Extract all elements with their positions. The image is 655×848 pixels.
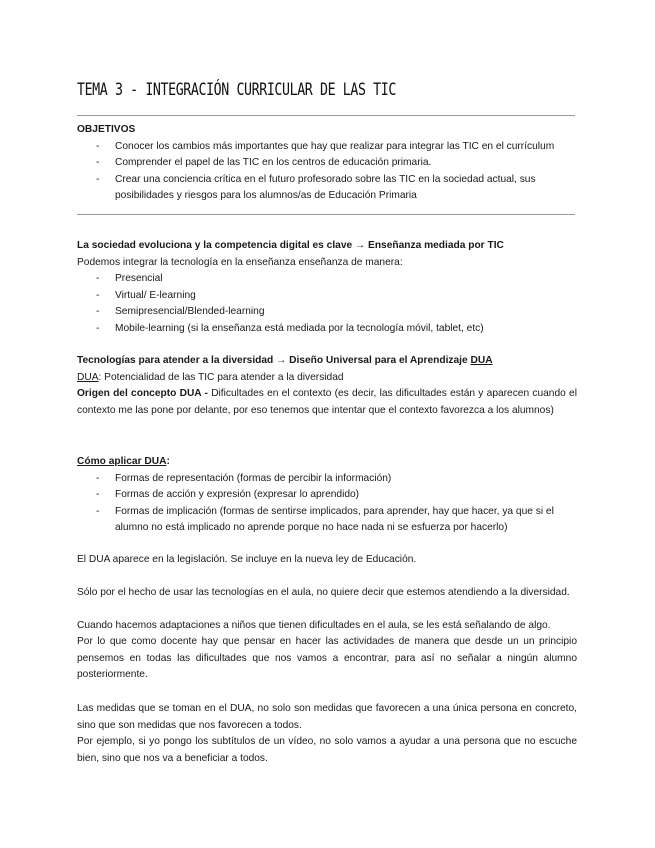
diversidad-heading: [77, 353, 577, 370]
list-item: - Crear una conciencia crítica en el futuro profesorado sobre las TIC en la sociedad actual, sus posibilidades y riesgos para los alumnos/as de Educación Primaria: [77, 172, 577, 205]
origen-paragraph: [77, 386, 577, 419]
aplicar-list: [77, 471, 577, 537]
dua-abbr: DUA: [77, 371, 99, 383]
list-item: - Formas de implicación (formas de sentirse implicados, para aprender, hay que hacer, ya que si el alumno no está implicado no aprende porque no hace nada ni se esfuerza por hacerlo): [77, 504, 577, 537]
solo-paragraph: Sólo por el hecho de usar las tecnologías en el aula, no quiere decir que estemos atendiendo a la diversidad.: [77, 587, 570, 598]
dua-definition: [77, 370, 577, 387]
medidas-paragraph: Las medidas que se toman en el DUA, no solo son medidas que favorecen a una única persona en concreto, sino que son medidas que nos favorecen a todos.: [77, 703, 577, 731]
porlo-paragraph: Por lo que como docente hay que pensar en hacer las actividades de manera que desde un un principio pensemos en todas las dificultades que nos vamos a encontrar, para así no señalar a ningún alumno posteriormente.: [77, 636, 577, 681]
list-item: - Comprender el papel de las TIC en los centros de educación primaria.: [77, 155, 577, 172]
sociedad-heading: La sociedad evoluciona y la competencia digital es clave → Enseñanza mediada por TIC: [77, 240, 504, 251]
aplicar-heading-text: Cómo aplicar DUA: [77, 456, 167, 467]
aplicar-heading-colon: :: [166, 456, 170, 467]
sociedad-list: [77, 271, 577, 337]
top-divider: [77, 115, 575, 116]
origen-text: Dificultades en el contexto (es decir, las dificultades están y aparecen cuando el contexto me las pone por delante, por eso tenemos que intentar que el contexto favorezca a los alumnos): [77, 388, 577, 416]
origen-label: Origen del concepto DUA -: [77, 388, 212, 400]
diversidad-heading-text: Tecnologías para atender a la diversidad → Diseño Universal para el Aprendizaje: [77, 355, 471, 366]
list-item: - Presencial: [77, 271, 577, 288]
list-item: - Formas de acción y expresión (expresar lo aprendido): [77, 487, 577, 504]
objetivos-heading: OBJETIVOS: [77, 124, 136, 135]
sociedad-intro: Podemos integrar la tecnología en la enseñanza enseñanza de manera:: [77, 256, 403, 268]
sociedad-section: [77, 238, 577, 338]
list-item: - Conocer los cambios más importantes que hay que realizar para integrar las TIC en el currículum: [77, 139, 577, 156]
aplicar-section: [77, 454, 577, 537]
ejemplo-paragraph: Por ejemplo, si yo pongo los subtítulos de un vídeo, no solo vamos a ayudar a una persona que no escuche bien, sino que nos va a beneficiar a todos.: [77, 736, 577, 764]
list-item: - Mobile-learning (si la enseñanza está mediada por la tecnología móvil, tablet, etc): [77, 321, 577, 338]
list-item: - Formas de representación (formas de percibir la información): [77, 471, 577, 488]
dua-definition-text: : Potencialidad de las TIC para atender a la diversidad: [98, 371, 344, 383]
legislacion-paragraph: El DUA aparece en la legislación. Se incluye en la nueva ley de Educación.: [77, 554, 417, 565]
objetivos-section: [77, 122, 577, 205]
list-item: - Virtual/ E-learning: [77, 288, 577, 305]
objetivos-list: [77, 139, 577, 205]
diversidad-section: [77, 353, 577, 419]
aplicar-heading: [77, 454, 577, 471]
page-title: TEMA 3 - INTEGRACIÓN CURRICULAR DE LAS TIC: [77, 80, 396, 100]
cuando-paragraph: Cuando hacemos adaptaciones a niños que tienen dificultades en el aula, se les está señalando de algo.: [77, 620, 551, 631]
dua-abbr-heading: DUA: [470, 355, 493, 366]
list-item: - Semipresencial/Blended-learning: [77, 304, 577, 321]
bottom-divider: [77, 214, 575, 215]
